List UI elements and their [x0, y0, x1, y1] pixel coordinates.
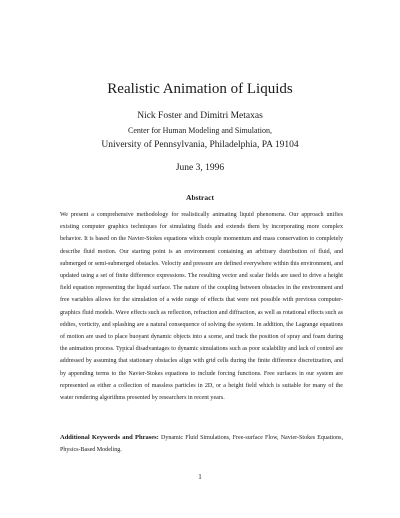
paper-title: Realistic Animation of Liquids: [107, 81, 293, 97]
affiliation: Center for Human Modeling and Simulation,: [128, 126, 272, 135]
publication-date: June 3, 1996: [175, 163, 225, 173]
keywords-section: [60, 432, 343, 456]
page-number: 1: [198, 473, 202, 481]
author-names: Nick Foster and Dimitri Metaxas: [137, 111, 263, 121]
keywords-label: Additional Keywords and Phrases:: [60, 434, 159, 441]
abstract-heading: Abstract: [186, 193, 214, 202]
keywords-text: Dynamic Fluid Simulations, Free-surface Flow, Navier-Stokes Equations, Physics-Based Modeling.: [60, 435, 343, 454]
abstract-text: We present a comprehensive methodology for realistically animating liquid phenomena. Our approach unifies existing computer graphics techniques for simulating fluids and extends them by incorporating more complex behavior. It is based on the Navier-Stokes equations which couple momentum and mass conservation to completely describe fluid motion. Our starting point is an environment containing an arbitrary distribution of fluid, and submerged or semi-submerged obstacles. Velocity and pressure are defined everywhere within this environment, and updated using a set of finite difference expressions. The resulting vector and scalar fields are used to drive a height field equation representing the liquid surface. The nature of the coupling between obstacles in the environment and free variables allows for the simulation of a wide range of effects that were not possible with previous computer-graphics fluid models. Wave effects such as reflection, refraction and diffraction, as well as rotational effects such as eddies, vorticity, and splashing are a natural consequence of solving the system. In addition, the Lagrange equations of motion are used to place buoyant dynamic objects into a scene, and track the position of spray and foam during the animation process. Typical disadvantages to dynamic simulations such as poor scalability and lack of control are addressed by assuming that stationary obstacles align with grid cells during the finite difference discretization, and by appending terms to the Navier-Stokes equations to include forcing functions. Free surfaces in our system are represented as either a collection of massless particles in 2D, or a height field which is suitable for many of the water rendering algorithms presented by researchers in recent years.: [60, 212, 343, 402]
university-address: University of Pennsylvania, Philadelphia, PA 19104: [101, 140, 299, 150]
